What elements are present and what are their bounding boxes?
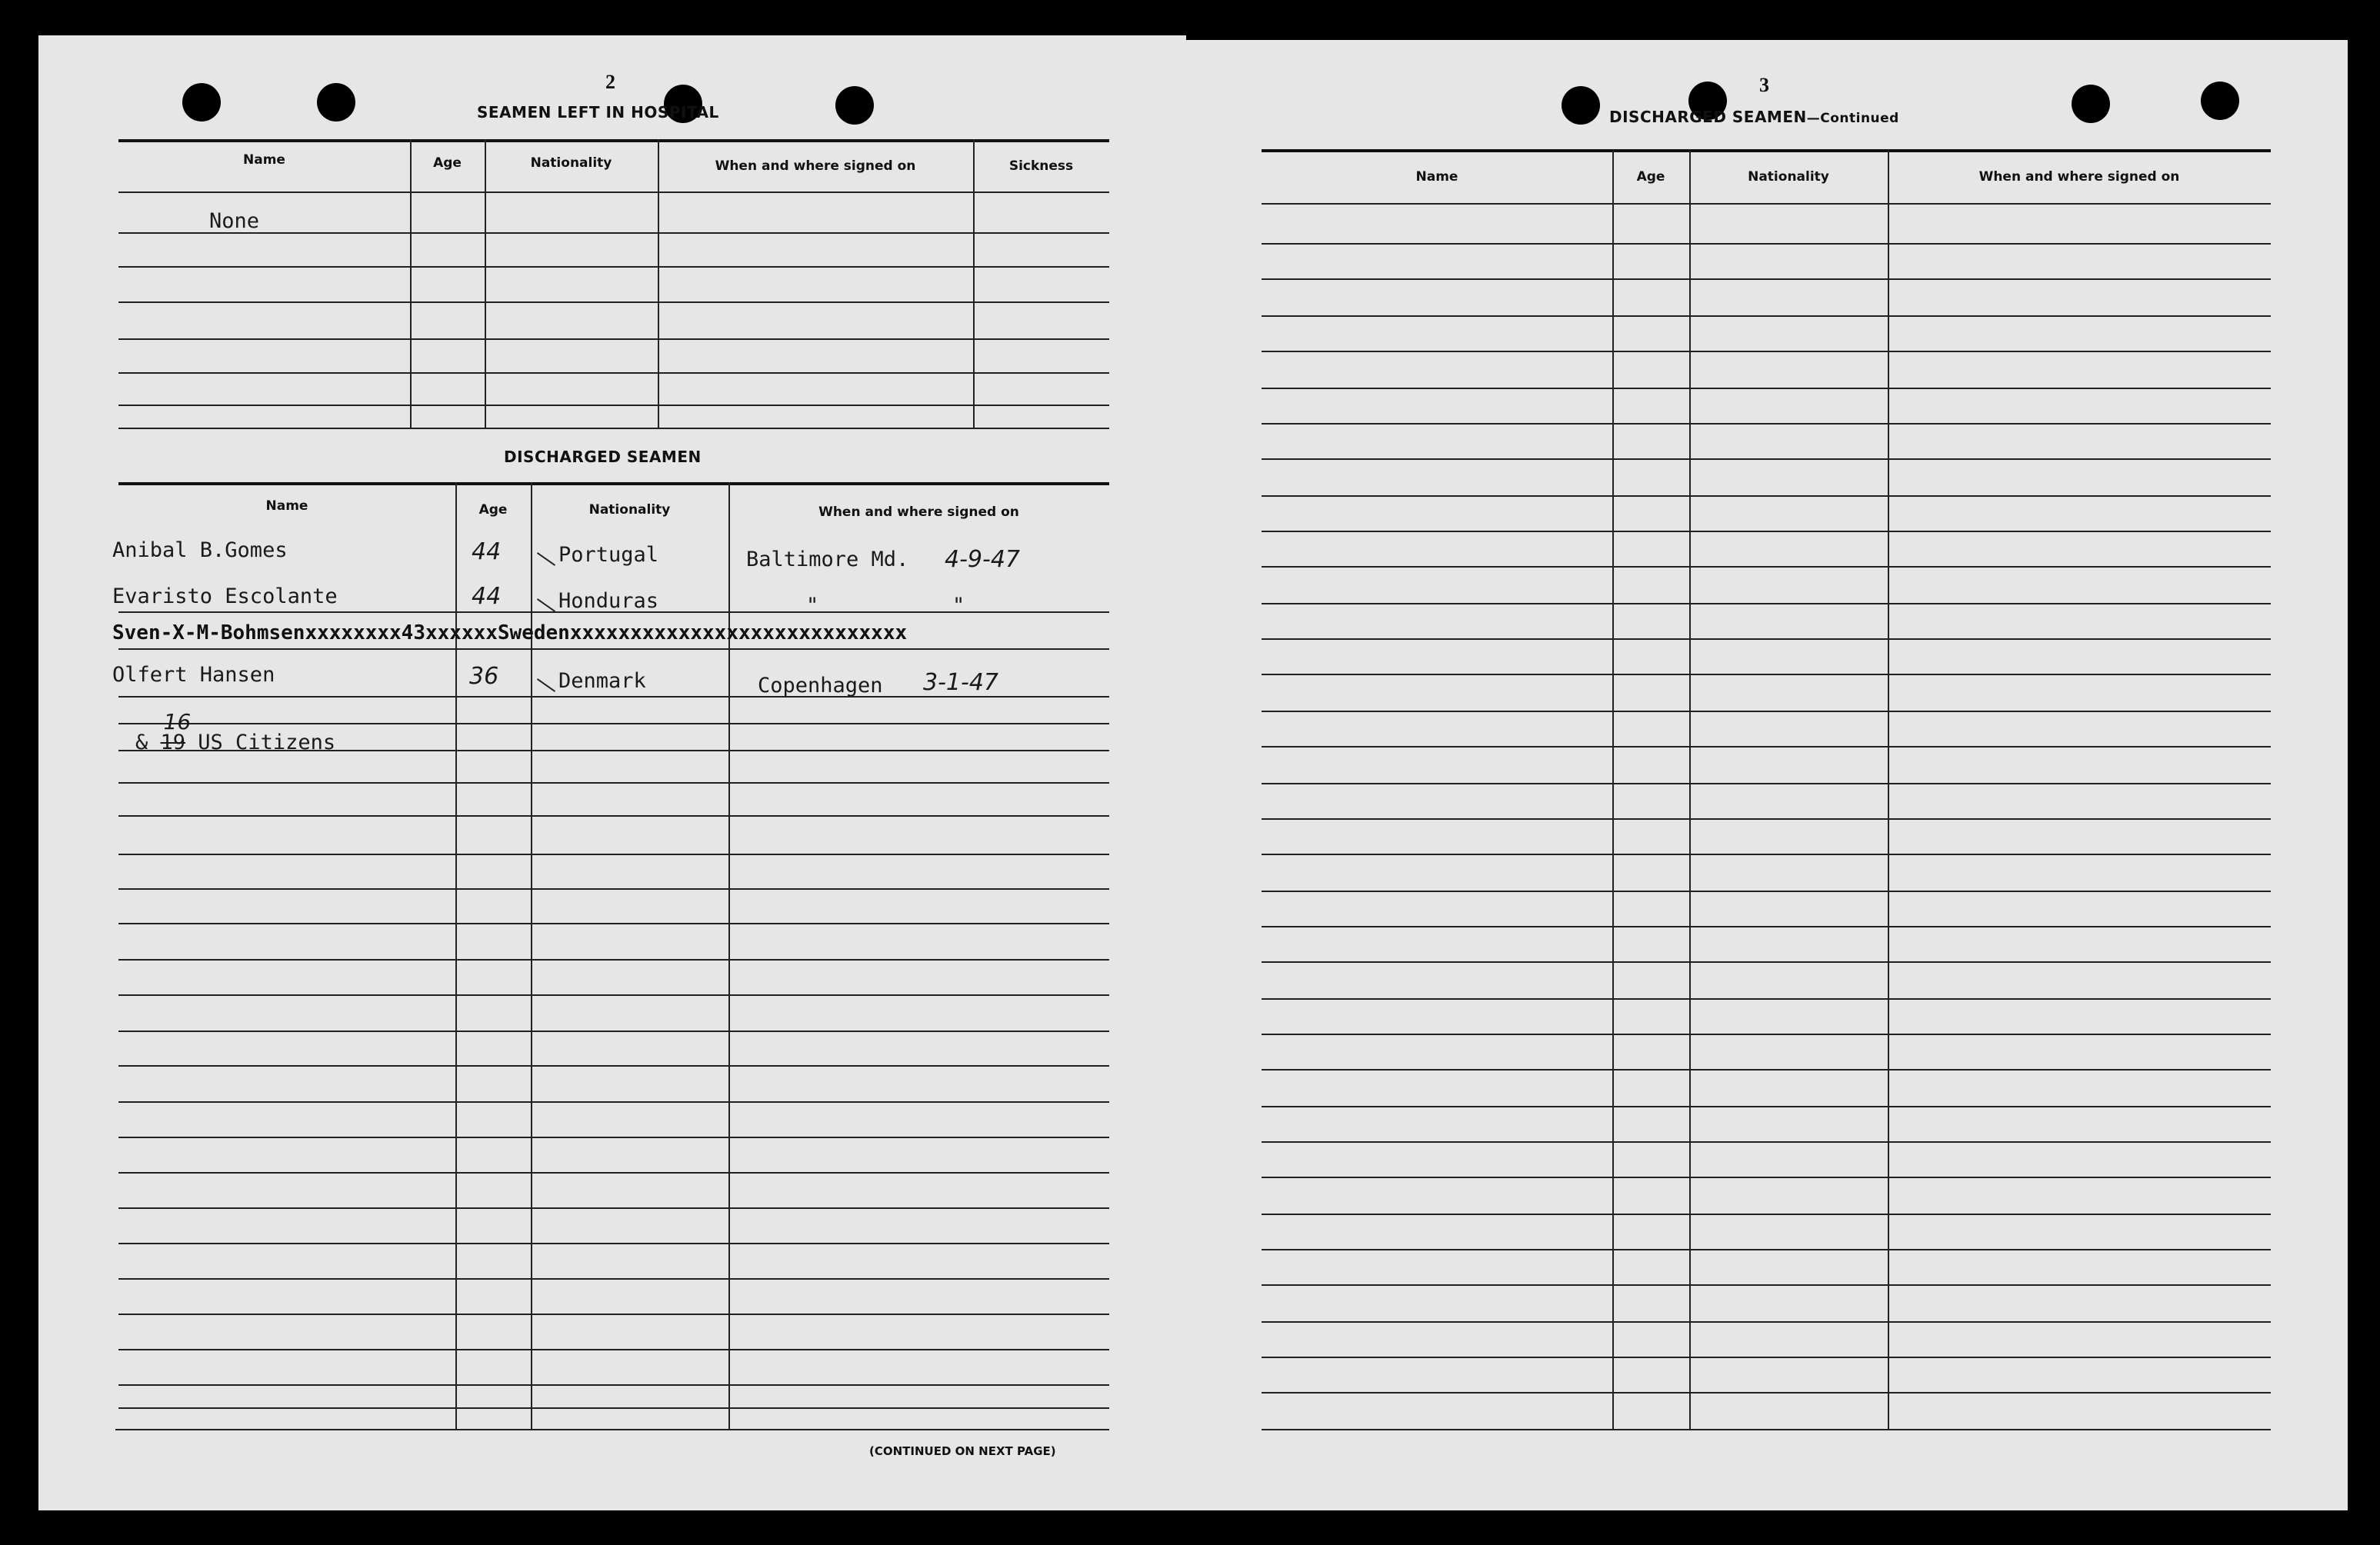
table-rule — [118, 372, 1109, 374]
row-3-name: Olfert Hansen — [112, 663, 275, 687]
table-rule — [1262, 203, 2271, 205]
continued-footer: (CONTINUED ON NEXT PAGE) — [869, 1444, 1056, 1458]
table-rule — [1262, 1177, 2271, 1178]
table-rule — [1262, 998, 2271, 1000]
column-divider — [1689, 151, 1691, 1430]
table-rule — [118, 1314, 1109, 1315]
table-rule — [118, 482, 1109, 485]
table-rule — [1262, 149, 2271, 152]
table-rule — [118, 266, 1109, 268]
punch-hole — [182, 83, 221, 122]
table-rule — [1262, 1284, 2271, 1286]
discharged-header-name: Name — [265, 498, 308, 514]
table-rule — [1262, 351, 2271, 352]
table-rule — [115, 1429, 1109, 1430]
table-rule — [1262, 1249, 2271, 1250]
row-1-signed-date: 4-9-47 — [945, 546, 1020, 573]
table-rule — [1262, 495, 2271, 497]
table-rule — [118, 1278, 1109, 1280]
left-page-number: 2 — [605, 71, 615, 93]
table-rule — [118, 1172, 1109, 1174]
table-rule — [1262, 818, 2271, 820]
table-rule — [1262, 674, 2271, 675]
table-rule — [1262, 531, 2271, 532]
table-rule — [118, 338, 1109, 340]
struck-out-entry: Sven-X-M-Bohmsenxxxxxxxx43xxxxxxSwedenxxxxxxxxxxxxxxxxxxxxxxxxxxxx — [112, 621, 908, 644]
hospital-section-title: SEAMEN LEFT IN HOSPITAL — [477, 103, 719, 122]
table-rule — [1262, 1321, 2271, 1323]
table-rule — [118, 1031, 1109, 1032]
table-rule — [118, 1065, 1109, 1067]
table-rule — [118, 782, 1109, 784]
hospital-header-age: Age — [433, 155, 462, 171]
discharged-header-signed-on: When and where signed on — [818, 504, 1019, 520]
table-rule — [118, 723, 1109, 724]
table-rule — [118, 1384, 1109, 1386]
column-divider — [485, 139, 486, 429]
discharged-section-title: DISCHARGED SEAMEN — [504, 448, 702, 466]
table-rule — [1262, 1357, 2271, 1358]
citizens-prefix: & — [135, 731, 161, 754]
hospital-entry: None — [209, 209, 260, 233]
table-rule — [1262, 961, 2271, 963]
table-rule — [118, 854, 1109, 855]
column-divider — [658, 139, 659, 429]
row-2-signed-place: " — [806, 594, 819, 618]
row-2-name: Evaristo Escolante — [112, 584, 338, 608]
column-divider — [410, 139, 412, 429]
citizens-suffix: US Citizens — [185, 731, 336, 754]
punch-hole — [2201, 82, 2239, 120]
right-header-name: Name — [1415, 169, 1458, 185]
discharged-header-age: Age — [478, 502, 508, 518]
right-title-main: DISCHARGED SEAMEN — [1609, 108, 1807, 126]
hospital-header-signed-on: When and where signed on — [715, 158, 916, 174]
row-2-signed-date: " — [952, 594, 965, 618]
table-rule — [118, 959, 1109, 961]
table-rule — [1262, 891, 2271, 892]
table-rule — [118, 1407, 1109, 1409]
table-rule — [1262, 566, 2271, 568]
row-2-nationality: Honduras — [558, 589, 659, 613]
table-rule — [118, 648, 1109, 650]
table-rule — [118, 1349, 1109, 1350]
table-rule — [1262, 1214, 2271, 1215]
table-rule — [1262, 388, 2271, 389]
row-2-age: 44 — [472, 583, 502, 610]
left-page — [38, 35, 1186, 1510]
right-page — [1186, 40, 2348, 1510]
table-rule — [1262, 1034, 2271, 1035]
table-rule — [118, 696, 1109, 698]
row-3-signed-date: 3-1-47 — [923, 669, 998, 696]
table-rule — [1262, 1429, 2271, 1430]
table-rule — [118, 888, 1109, 890]
table-rule — [1262, 926, 2271, 927]
table-rule — [1262, 783, 2271, 784]
row-3-signed-place: Copenhagen — [758, 674, 883, 698]
punch-hole — [317, 83, 355, 122]
table-rule — [1262, 423, 2271, 425]
table-rule — [118, 139, 1109, 142]
table-rule — [118, 428, 1109, 429]
table-rule — [1262, 243, 2271, 245]
citizens-count — [160, 709, 192, 754]
table-rule — [1262, 711, 2271, 712]
discharged-header-nationality: Nationality — [588, 502, 671, 518]
table-rule — [118, 1207, 1109, 1209]
column-divider — [973, 139, 975, 429]
table-rule — [118, 405, 1109, 406]
table-rule — [118, 815, 1109, 817]
hospital-header-name: Name — [243, 152, 285, 168]
row-1-name: Anibal B.Gomes — [112, 538, 288, 562]
table-rule — [118, 301, 1109, 303]
hospital-header-sickness: Sickness — [1008, 158, 1074, 174]
row-3-nationality: Denmark — [558, 669, 646, 693]
right-title-suffix: —Continued — [1806, 111, 1899, 126]
table-rule — [1262, 278, 2271, 280]
table-rule — [1262, 1106, 2271, 1107]
citizens-crossed-number: 19 — [160, 731, 186, 754]
row-3-age: 36 — [469, 663, 499, 690]
table-rule — [1262, 638, 2271, 640]
table-rule — [1262, 854, 2271, 855]
table-rule — [1262, 1392, 2271, 1393]
table-rule — [1262, 603, 2271, 604]
table-rule — [118, 1137, 1109, 1138]
table-rule — [118, 191, 1109, 193]
column-divider — [1612, 151, 1614, 1430]
right-header-signed-on: When and where signed on — [1978, 169, 2180, 185]
table-rule — [1262, 746, 2271, 748]
column-divider — [1888, 151, 1889, 1430]
table-rule — [118, 1101, 1109, 1103]
table-rule — [1262, 315, 2271, 317]
table-rule — [1262, 1141, 2271, 1143]
table-rule — [118, 1243, 1109, 1244]
hospital-header-nationality: Nationality — [530, 155, 612, 171]
table-rule — [118, 923, 1109, 924]
punch-hole — [835, 86, 874, 125]
right-page-number: 3 — [1759, 74, 1769, 96]
row-1-nationality: Portugal — [558, 543, 659, 567]
table-rule — [1262, 1069, 2271, 1071]
punch-hole — [1562, 86, 1600, 125]
right-header-nationality: Nationality — [1748, 169, 1829, 185]
citizens-note — [135, 709, 336, 754]
citizens-corrected-number: 16 — [163, 709, 192, 734]
punch-hole — [2072, 85, 2110, 123]
right-header-age: Age — [1636, 169, 1665, 185]
row-1-signed-place: Baltimore Md. — [746, 548, 909, 571]
table-rule — [1262, 458, 2271, 460]
table-rule — [118, 232, 1109, 234]
table-rule — [118, 994, 1109, 996]
right-section-title — [1609, 108, 1899, 126]
row-1-age: 44 — [472, 538, 502, 565]
